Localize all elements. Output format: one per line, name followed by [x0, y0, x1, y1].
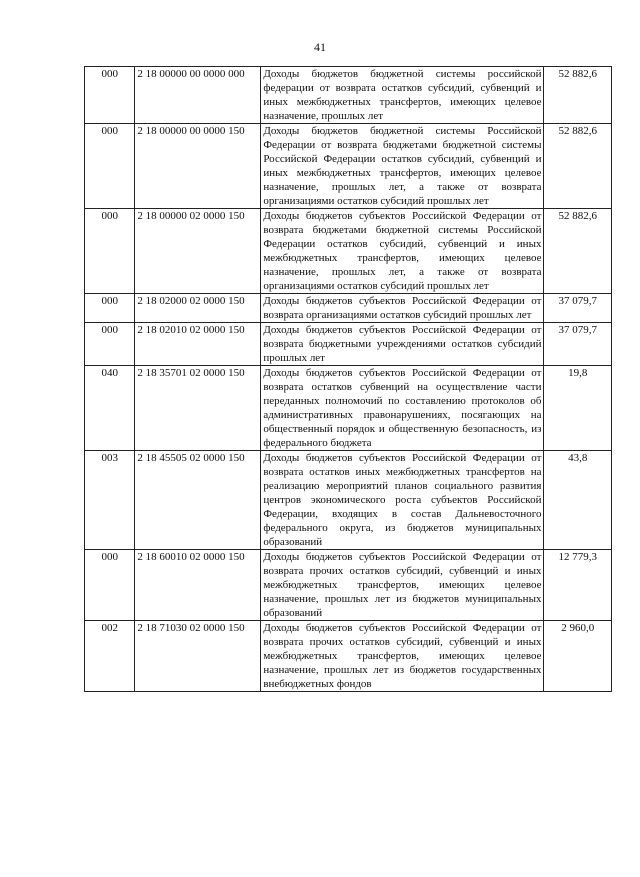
- amount-cell: 12 779,3: [544, 550, 612, 621]
- admin-code-cell: 000: [85, 550, 135, 621]
- revenue-name-cell: Доходы бюджетов субъектов Российской Федерации от возврата прочих остатков субсидий, субвенций и иных межбюджетных трансфертов, имеющих целевое назначение, прошлых лет из бюджетов муниципальных образований: [261, 550, 544, 621]
- table-row: [85, 209, 612, 294]
- revenue-name-cell: Доходы бюджетов субъектов Российской Федерации от возврата организациями остатков субсидий прошлых лет: [261, 294, 544, 323]
- budget-code-cell: 2 18 00000 00 0000 000: [135, 67, 261, 124]
- admin-code-cell: 002: [85, 621, 135, 692]
- revenue-name-cell: Доходы бюджетов бюджетной системы российской федерации от возврата остатков субсидий, субвенций и иных межбюджетных трансфертов, имеющих целевое назначение, прошлых лет: [261, 67, 544, 124]
- revenue-name-cell: Доходы бюджетов субъектов Российской Федерации от возврата бюджетными учреждениями остатков субсидий прошлых лет: [261, 323, 544, 366]
- amount-cell: 43,8: [544, 451, 612, 550]
- budget-code-cell: 2 18 71030 02 0000 150: [135, 621, 261, 692]
- amount-cell: 52 882,6: [544, 124, 612, 209]
- admin-code-cell: 003: [85, 451, 135, 550]
- table-row: [85, 550, 612, 621]
- admin-code-cell: 000: [85, 209, 135, 294]
- budget-code-cell: 2 18 60010 02 0000 150: [135, 550, 261, 621]
- table-row: [85, 67, 612, 124]
- table-row: [85, 621, 612, 692]
- budget-code-cell: 2 18 35701 02 0000 150: [135, 366, 261, 451]
- budget-code-cell: 2 18 45505 02 0000 150: [135, 451, 261, 550]
- revenue-name-cell: Доходы бюджетов субъектов Российской Федерации от возврата бюджетами бюджетной системы Российской Федерации остатков субсидий, субвенций и иных межбюджетных трансфертов, имеющих целевое назначение, прошлых лет, а также от возврата организациями остатков субсидий прошлых лет: [261, 209, 544, 294]
- admin-code-cell: 000: [85, 323, 135, 366]
- revenue-table: [84, 66, 612, 692]
- revenue-name-cell: Доходы бюджетов субъектов Российской Федерации от возврата остатков субвенций на осуществление части переданных полномочий по составлению протоколов об административных правонарушениях, посягающих на общественный порядок и общественную безопасность, из федерального бюджета: [261, 366, 544, 451]
- budget-code-cell: 2 18 02010 02 0000 150: [135, 323, 261, 366]
- budget-code-cell: 2 18 00000 00 0000 150: [135, 124, 261, 209]
- page-number: 41: [314, 40, 326, 54]
- table-row: [85, 366, 612, 451]
- budget-code-cell: 2 18 02000 02 0000 150: [135, 294, 261, 323]
- amount-cell: 52 882,6: [544, 67, 612, 124]
- revenue-name-cell: Доходы бюджетов субъектов Российской Федерации от возврата прочих остатков субсидий, субвенций и иных межбюджетных трансфертов, имеющих целевое назначение, прошлых лет из бюджетов государственных внебюджетных фондов: [261, 621, 544, 692]
- table-row: [85, 124, 612, 209]
- amount-cell: 52 882,6: [544, 209, 612, 294]
- table-row: [85, 451, 612, 550]
- amount-cell: 37 079,7: [544, 294, 612, 323]
- revenue-name-cell: Доходы бюджетов субъектов Российской Федерации от возврата остатков иных межбюджетных трансфертов на реализацию мероприятий планов социального развития центров экономического роста субъектов Российской Федерации, входящих в состав Дальневосточного федерального округа, из бюджетов муниципальных образований: [261, 451, 544, 550]
- revenue-name-cell: Доходы бюджетов бюджетной системы Российской Федерации от возврата бюджетами бюджетной системы Российской Федерации остатков субсидий, субвенций и иных межбюджетных трансфертов, имеющих целевое назначение, прошлых лет, а также от возврата организациями остатков субсидий прошлых лет: [261, 124, 544, 209]
- admin-code-cell: 040: [85, 366, 135, 451]
- budget-code-cell: 2 18 00000 02 0000 150: [135, 209, 261, 294]
- admin-code-cell: 000: [85, 124, 135, 209]
- admin-code-cell: 000: [85, 67, 135, 124]
- amount-cell: 2 960,0: [544, 621, 612, 692]
- amount-cell: 37 079,7: [544, 323, 612, 366]
- table-row: [85, 323, 612, 366]
- amount-cell: 19,8: [544, 366, 612, 451]
- admin-code-cell: 000: [85, 294, 135, 323]
- table-row: [85, 294, 612, 323]
